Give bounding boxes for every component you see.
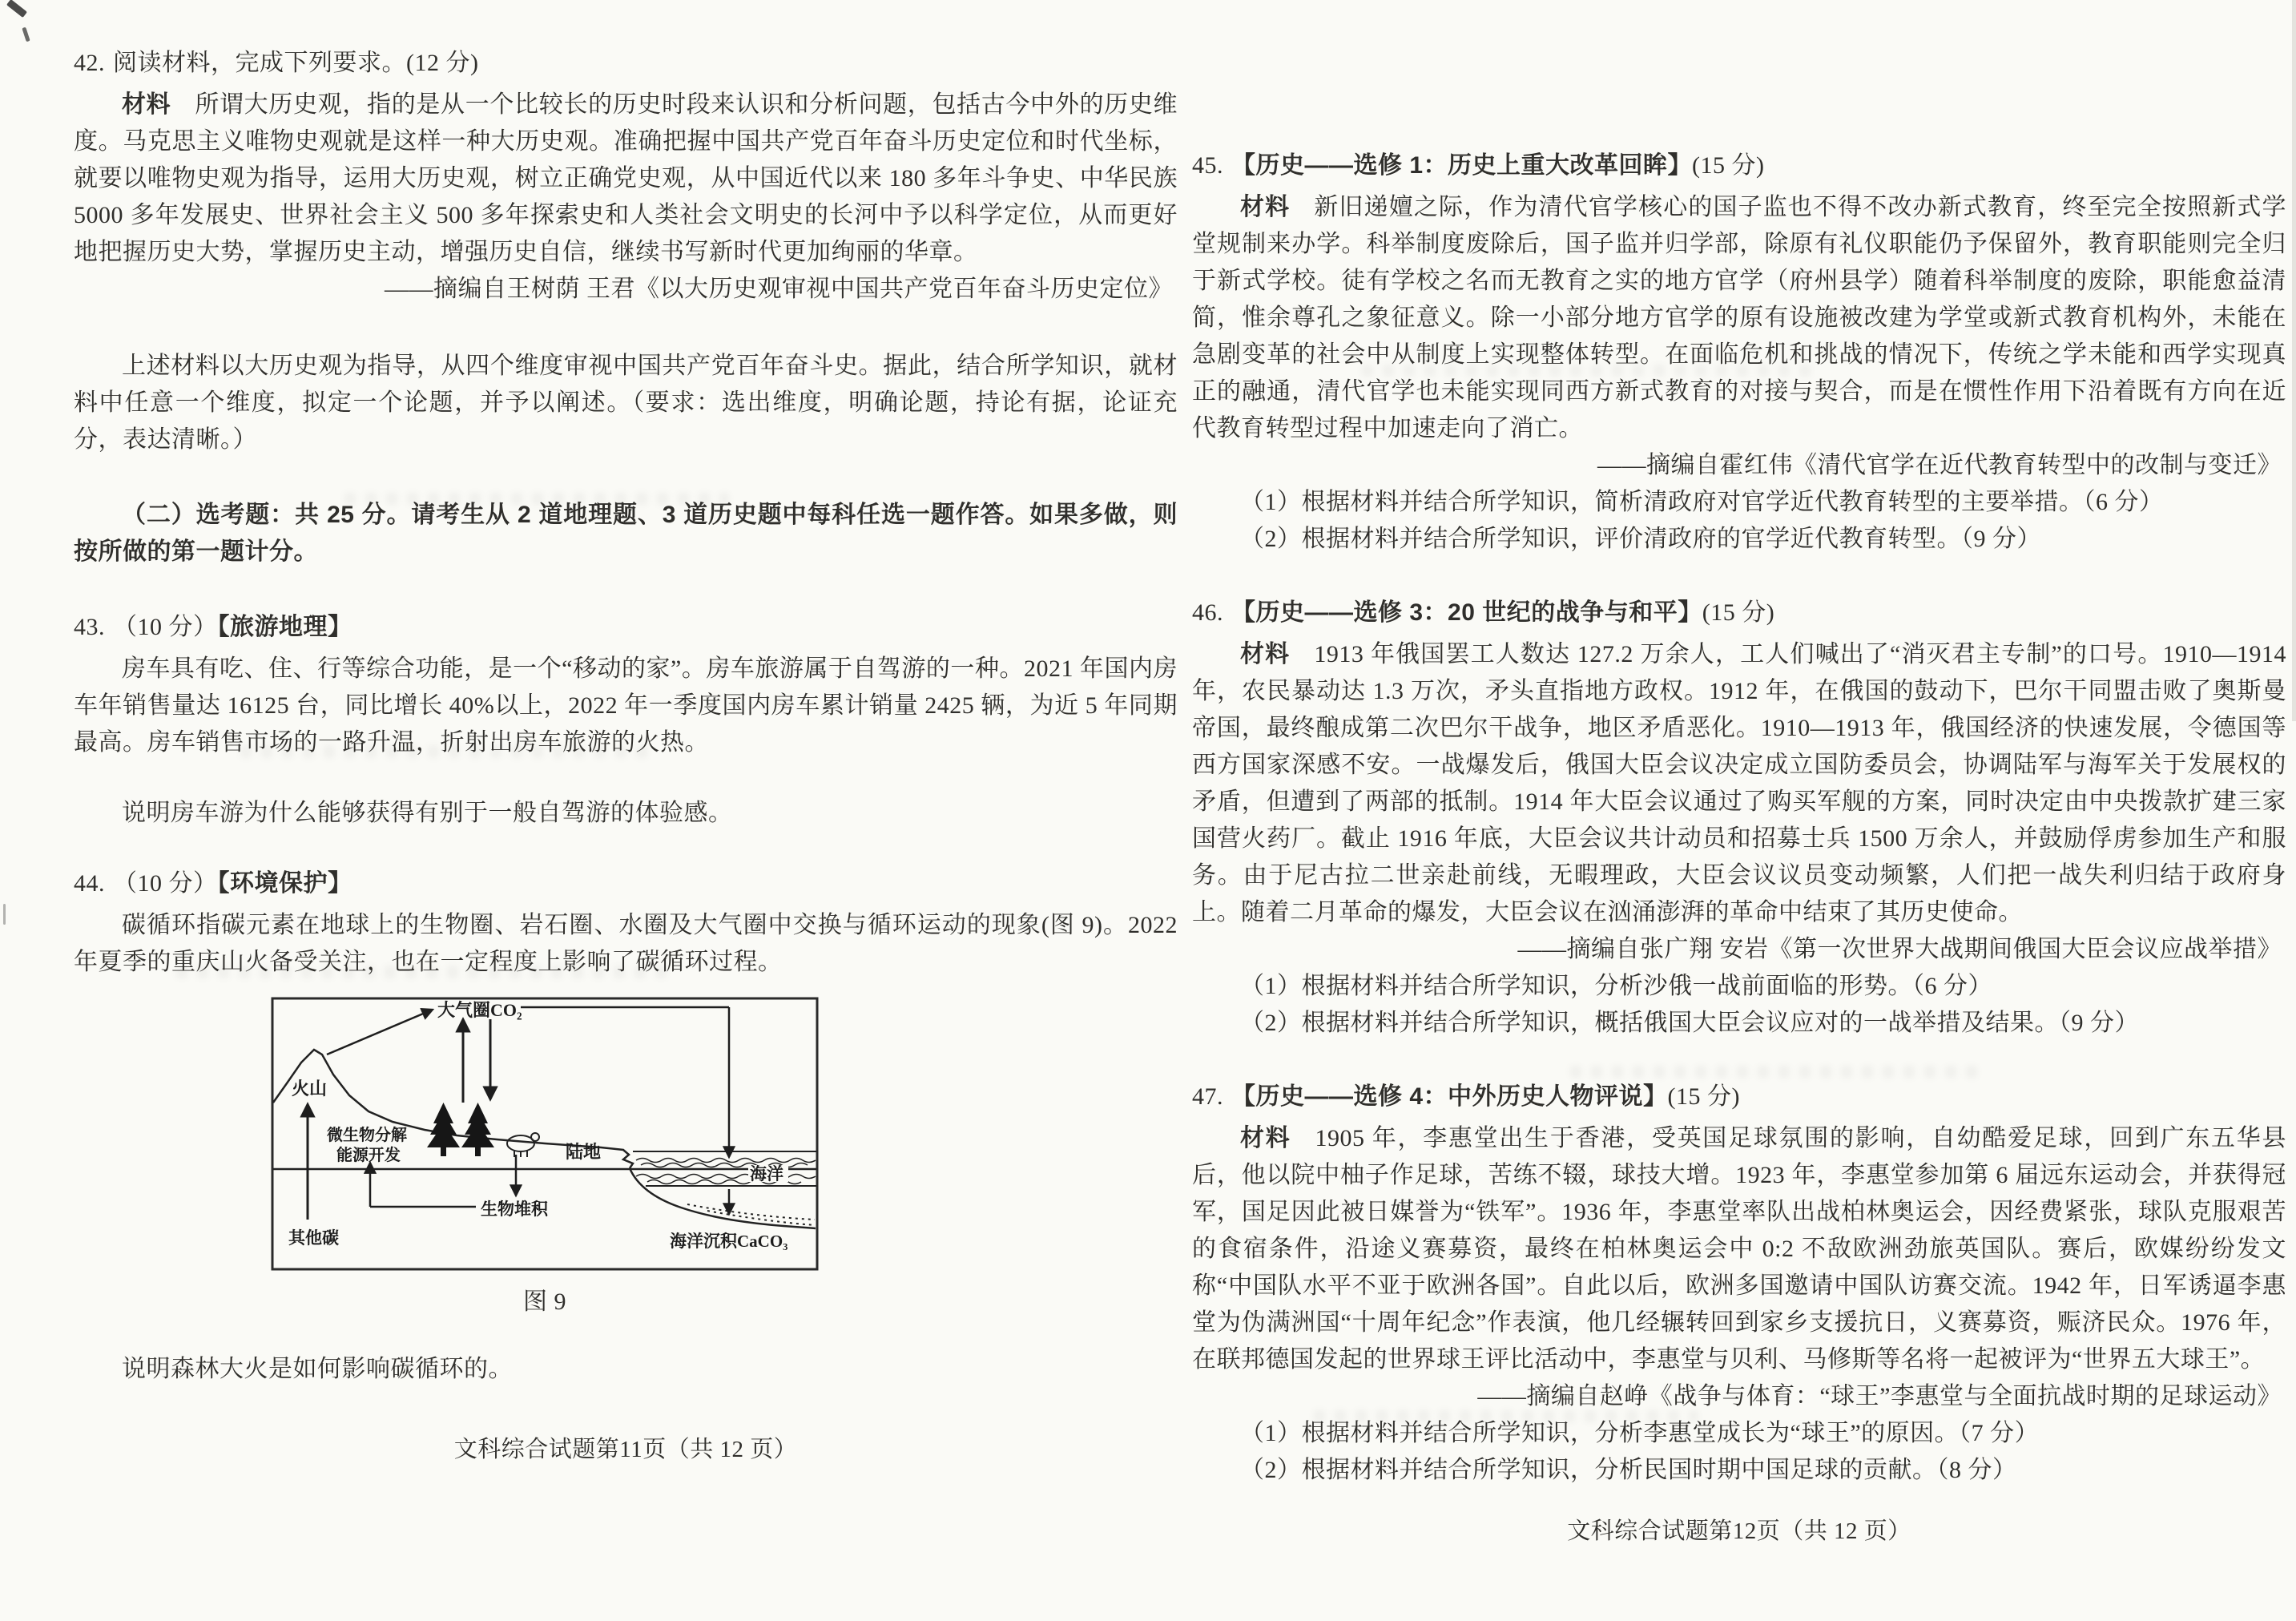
- q43-tag: 【旅游地理】: [217, 614, 352, 640]
- label-microbial-decomposition: 微生物分解: [327, 1127, 407, 1144]
- label-volcano: 火山: [292, 1079, 328, 1099]
- q45-material: [1192, 189, 2286, 447]
- q43-number: 43.: [74, 614, 105, 640]
- q47-citation: ——摘编自赵峥《战争与体育：“球王”李惠堂与全面抗战时期的足球运动》: [1477, 1383, 2282, 1409]
- q43-score: （10 分）: [113, 614, 218, 640]
- label-land: 陆地: [566, 1142, 602, 1162]
- q47-material: [1192, 1120, 2286, 1378]
- figure-9-caption: 图 9: [523, 1288, 566, 1315]
- label-atmosphere-co2: 大气圈CO₂: [437, 1000, 522, 1020]
- q42-material: [74, 87, 1178, 271]
- q47-tag: 【历史——选修 4：中外历史人物评说】: [1231, 1083, 1668, 1110]
- scan-speck: [3, 904, 6, 925]
- q47-number: 47.: [1192, 1083, 1223, 1110]
- page-12-footer: 文科综合试题第12页（共 12 页）: [1567, 1518, 1911, 1544]
- q42-header: [74, 45, 1178, 82]
- q42-citation: ——摘编自王树荫 王君《以大历史观审视中国共产党百年奋斗历史定位》: [385, 276, 1173, 302]
- q45-score: (15 分): [1692, 152, 1765, 179]
- q46-sub-1: （1）根据材料并结合所学知识，分析沙俄一战前面临的形势。（6 分）: [1240, 973, 1992, 999]
- q44-score: （10 分）: [113, 870, 218, 897]
- q46-material: [1192, 636, 2286, 931]
- q46-tag: 【历史——选修 3：20 世纪的战争与和平】: [1231, 599, 1702, 626]
- q42-title: 阅读材料，完成下列要求。(12 分): [113, 50, 479, 76]
- label-marine-sediment: 海洋沉积CaCO₃: [670, 1232, 788, 1251]
- material-label: 材料: [1240, 1125, 1291, 1151]
- q47-sub-2: （2）根据材料并结合所学知识，分析民国时期中国足球的贡献。（8 分）: [1240, 1457, 2017, 1483]
- label-ocean: 海洋: [750, 1164, 783, 1183]
- label-other-carbon: 其他碳: [288, 1228, 339, 1248]
- carbon-cycle-diagram: [271, 997, 819, 1271]
- page-11: [74, 45, 1178, 1468]
- q46-number: 46.: [1192, 599, 1223, 626]
- q44-material: 碳循环指碳元素在地球上的生物圈、岩石圈、水圈及大气圈中交换与循环运动的现象(图 9)。2022 年夏季的重庆山火备受关注，也在一定程度上影响了碳循环过程。: [74, 912, 1178, 975]
- q43-material: 房车具有吃、住、行等综合功能，是一个“移动的家”。房车旅游属于自驾游的一种。2021 年国内房车年销售量达 16125 台，同比增长 40%以上，2022 年一季度国内房车累计销量 2425 辆，为近 5 年同期最高。房车销售市场的一路升温，折射出房车旅游的火热。: [74, 655, 1178, 756]
- label-biomass-accumulation: 生物堆积: [481, 1200, 548, 1219]
- q47-score: (15 分): [1667, 1083, 1741, 1110]
- q47-material-text: 1905 年，李惠堂出生于香港，受英国足球氛围的影响，自幼酷爱足球，回到广东五华县后，他以院中柚子作足球，苦练不辍，球技大增。1923 年，李惠堂参加第 6 届远东运动会，并获得冠军，国足因此被日媒誉为“铁军”。1936 年，李惠堂率队出战柏林奥运会，因经费紧张，球队克服艰苦的食宿条件，沿途义赛募资，最终在柏林奥运会中 0:2 不敌欧洲劲旅英国队。赛后，欧媒纷纷发文称“中国队水平不亚于欧洲各国”。自此以后，欧洲多国邀请中国队访赛交流。1942 年，日军诱逼李惠堂为伪满洲国“十周年纪念”作表演，他几经辗转回到家乡支援抗日，义赛募资，赈济民众。1976 年，在联邦德国发起的世界球王评比活动中，李惠堂与贝利、马修斯等名将一起被评为“世界五大球王”。: [1192, 1125, 2287, 1373]
- material-label: 材料: [122, 91, 171, 118]
- q45-sub-2: （2）根据材料并结合所学知识，评价清政府的官学近代教育转型。（9 分）: [1240, 526, 2041, 552]
- label-energy-development: 能源开发: [336, 1147, 401, 1164]
- q46-header: [1192, 595, 2286, 631]
- q42-material-text: 所谓大历史观，指的是从一个比较长的历史时段来认识和分析问题，包括古今中外的历史维度。马克思主义唯物史观就是这样一种大历史观。准确把握中国共产党百年奋斗历史定位和时代坐标，就要以唯物史观为指导，运用大历史观，树立正确党史观，从中国近代以来 180 多年斗争史、中华民族 5000 多年发展史、世界社会主义 500 多年探索史和人类社会文明史的长河中予以科学定位，从而更好地把握历史大势，掌握历史主动，增强历史自信，继续书写新时代更加绚丽的华章。: [74, 91, 1178, 265]
- material-label: 材料: [1240, 641, 1291, 667]
- q45-number: 45.: [1192, 152, 1223, 179]
- q44-task: 说明森林大火是如何影响碳循环的。: [122, 1356, 513, 1382]
- q45-citation: ——摘编自霍红伟《清代官学在近代教育转型中的改制与变迁》: [1597, 452, 2282, 478]
- q44-number: 44.: [74, 870, 105, 897]
- q46-citation: ——摘编自张广翔 安岩《第一次世界大战期间俄国大臣会议应战举措》: [1517, 936, 2282, 962]
- q45-sub-1: （1）根据材料并结合所学知识，简析清政府对官学近代教育转型的主要举措。（6 分）: [1240, 489, 2164, 515]
- q47-sub-1: （1）根据材料并结合所学知识，分析李惠堂成长为“球王”的原因。（7 分）: [1240, 1420, 2040, 1446]
- forest-icon: [427, 1103, 494, 1156]
- q45-tag: 【历史——选修 1：历史上重大改革回眸】: [1231, 152, 1693, 179]
- q45-material-text: 新旧递嬗之际，作为清代官学核心的国子监也不得不改办新式教育，终至完全按照新式学堂规制来办学。科举制度废除后，国子监并归学部，除原有礼仪职能仍予保留外，教育职能则完全归于新式学校。徒有学校之名而无教育之实的地方官学（府州县学）随着科举制度的废除，职能愈益清简，惟余尊孔之象征意义。除一小部分地方官学的原有设施被改建为学堂或新式教育机构外，未能在急剧变革的社会中从制度上实现整体转型。在面临危机和挑战的情况下，传统之学未能和西学实现真正的融通，清代官学也未能实现同西方新式教育的对接与契合，而是在惯性作用下沿着既有方向在近代教育转型过程中加速走向了消亡。: [1192, 194, 2287, 442]
- section-2-note: （二）选考题：共 25 分。请考生从 2 道地理题、3 道历史题中每科任选一题作答。如果多做，则按所做的第一题计分。: [74, 502, 1178, 565]
- q46-sub-2: （2）根据材料并结合所学知识，概括俄国大臣会议应对的一战举措及结果。（9 分）: [1240, 1010, 2139, 1036]
- q43-header: [74, 609, 1178, 646]
- carbon-cycle-figure: [271, 997, 819, 1271]
- q46-score: (15 分): [1702, 599, 1775, 626]
- q44-header: [74, 865, 1178, 902]
- page-12: [1192, 45, 2286, 1550]
- scan-speck: [22, 27, 30, 42]
- q43-task: 说明房车游为什么能够获得有别于一般自驾游的体验感。: [122, 800, 733, 826]
- scan-edge-shadow: [2292, 0, 2296, 721]
- q47-header: [1192, 1079, 2286, 1115]
- q42-task: 上述材料以大历史观为指导，从四个维度审视中国共产党百年奋斗史。据此，结合所学知识，就材料中任意一个维度，拟定一个论题，并予以阐述。（要求：选出维度，明确论题，持论有据，论证充分，表达清晰。）: [74, 353, 1178, 453]
- q45-header: [1192, 147, 2286, 184]
- sheep-icon: [507, 1133, 539, 1157]
- scan-speck: [6, 0, 27, 18]
- material-label: 材料: [1240, 194, 1291, 220]
- q46-material-text: 1913 年俄国罢工人数达 127.2 万余人，工人们喊出了“消灭君主专制”的口号。1910—1914 年，农民暴动达 1.3 万次，矛头直指地方政权。1912 年，在俄国的鼓动下，巴尔干同盟击败了奥斯曼帝国，最终酿成第二次巴尔干战争，地区矛盾恶化。1910—1913 年，俄国经济的快速发展，令德国等西方国家深感不安。一战爆发后，俄国大臣会议决定成立国防委员会，协调陆军与海军关于发展权的矛盾，但遭到了两部的抵制。1914 年大臣会议通过了购买军舰的方案，同时决定由中央拨款扩建三家国营火药厂。截止 1916 年底，大臣会议共计动员和招募士兵 1500 万余人，并鼓励俘虏参加生产和服务。由于尼古拉二世亲赴前线，无暇理政，大臣会议议员变动频繁，人们把一战失利归结于政府身上。随着二月革命的爆发，大臣会议在汹涌澎湃的革命中结束了其历史使命。: [1192, 641, 2286, 925]
- q42-number: 42.: [74, 50, 105, 76]
- page-11-footer: 文科综合试题第11页（共 12 页）: [453, 1437, 798, 1462]
- q44-tag: 【环境保护】: [217, 870, 352, 897]
